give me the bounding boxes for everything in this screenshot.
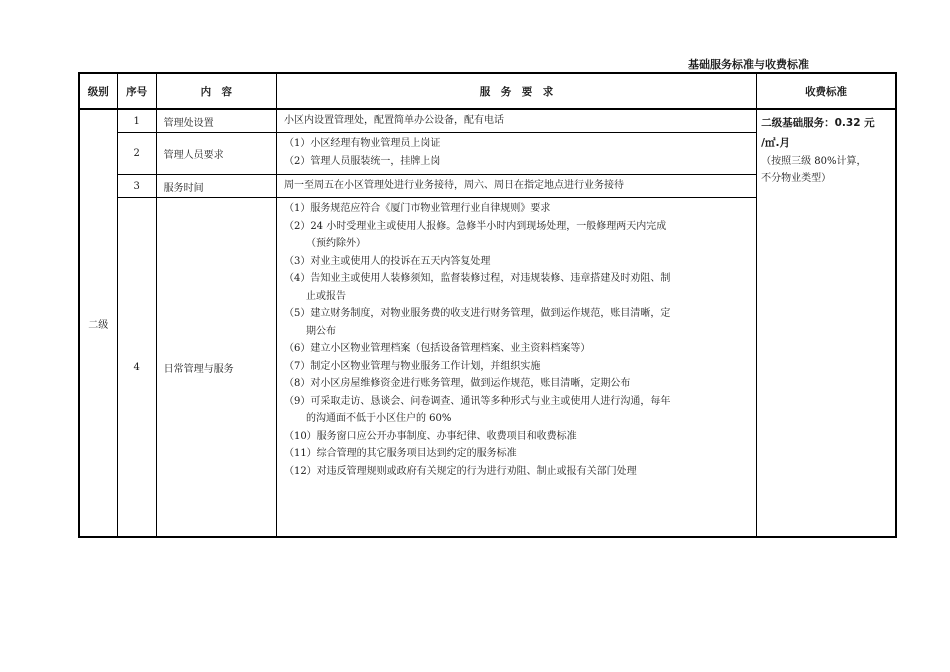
header-content: 内 容 <box>156 73 276 109</box>
row-item: 服务时间 <box>156 175 276 198</box>
level-cell: 二级 <box>79 109 117 537</box>
requirement-line: 止或报告 <box>305 290 346 302</box>
requirement-line: （10）服务窗口应公开办事制度、办事纪律、收费项目和收费标准 <box>283 430 577 442</box>
fee-note-line1: （按照三级 80%计算， <box>761 156 867 167</box>
requirement-line: （12）对违反管理规则或政府有关规定的行为进行劝阻、制止或报有关部门处理 <box>283 465 637 477</box>
table-row <box>79 109 896 133</box>
requirement-line: 周一至周五在小区管理处进行业务接待，周六、周日在指定地点进行业务接待 <box>283 180 624 191</box>
row-item: 管理人员要求 <box>156 133 276 175</box>
row-no: 3 <box>117 175 156 198</box>
requirement-line: （1）小区经理有物业管理员上岗证 <box>283 138 441 149</box>
document-title: 基础服务标准与收费标准 <box>688 58 809 71</box>
requirement-line: （11）综合管理的其它服务项目达到约定的服务标准 <box>283 448 517 459</box>
header-no: 序号 <box>117 73 156 109</box>
service-standards-table <box>78 72 897 538</box>
fee-main-line2: /㎡.月 <box>761 137 790 149</box>
requirement-line: （1）服务规范应符合《厦门市物业管理行业自律规则》要求 <box>283 203 551 214</box>
row-requirements <box>276 109 756 133</box>
requirement-line: （9）可采取走访、恳谈会、问卷调查、通讯等多种形式与业主或使用人进行沟通，每年 <box>283 395 671 407</box>
row-requirements <box>276 198 756 538</box>
requirement-line: （3）对业主或使用人的投诉在五天内答复处理 <box>283 255 491 267</box>
row-no: 1 <box>117 109 156 133</box>
row-no: 4 <box>117 198 156 538</box>
requirement-line: （2）24 小时受理业主或使用人报修。急修半小时内到现场处理，一般修理两天内完成 <box>283 220 667 232</box>
requirement-line: 期公布 <box>305 325 336 337</box>
requirement-line: （5）建立财务制度，对物业服务费的收支进行财务管理，做到运作规范，账目清晰，定 <box>283 308 671 319</box>
requirement-line: （预约除外） <box>305 238 366 249</box>
fee-cell <box>757 109 896 537</box>
requirement-line: 小区内设置管理处，配置简单办公设备，配有电话 <box>283 115 504 126</box>
row-item: 管理处设置 <box>156 109 276 133</box>
requirement-line: （4）告知业主或使用人装修须知，监督装修过程，对违规装修、违章搭建及时劝阻、制 <box>283 273 671 284</box>
requirement-line: 的沟通面不低于小区住户的 60% <box>305 413 452 424</box>
row-item: 日常管理与服务 <box>156 198 276 538</box>
requirement-line: （2）管理人员服装统一，挂牌上岗 <box>283 155 441 167</box>
row-requirements <box>276 133 756 175</box>
fee-note-line2: 不分物业类型） <box>761 173 832 184</box>
fee-main-line1: 二级基础服务：0.32 元 <box>761 117 875 129</box>
header-fee: 收费标准 <box>757 73 896 109</box>
row-no: 2 <box>117 133 156 175</box>
table-header-row <box>79 73 896 109</box>
header-requirements: 服 务 要 求 <box>276 73 756 109</box>
requirement-line: （6）建立小区物业管理档案（包括设备管理档案、业主资料档案等） <box>283 343 591 354</box>
row-requirements <box>276 175 756 198</box>
requirement-line: （8）对小区房屋维修资金进行账务管理，做到运作规范，账目清晰，定期公布 <box>283 378 631 389</box>
header-level: 级别 <box>79 73 117 109</box>
requirement-line: （7）制定小区物业管理与物业服务工作计划，并组织实施 <box>283 360 541 372</box>
